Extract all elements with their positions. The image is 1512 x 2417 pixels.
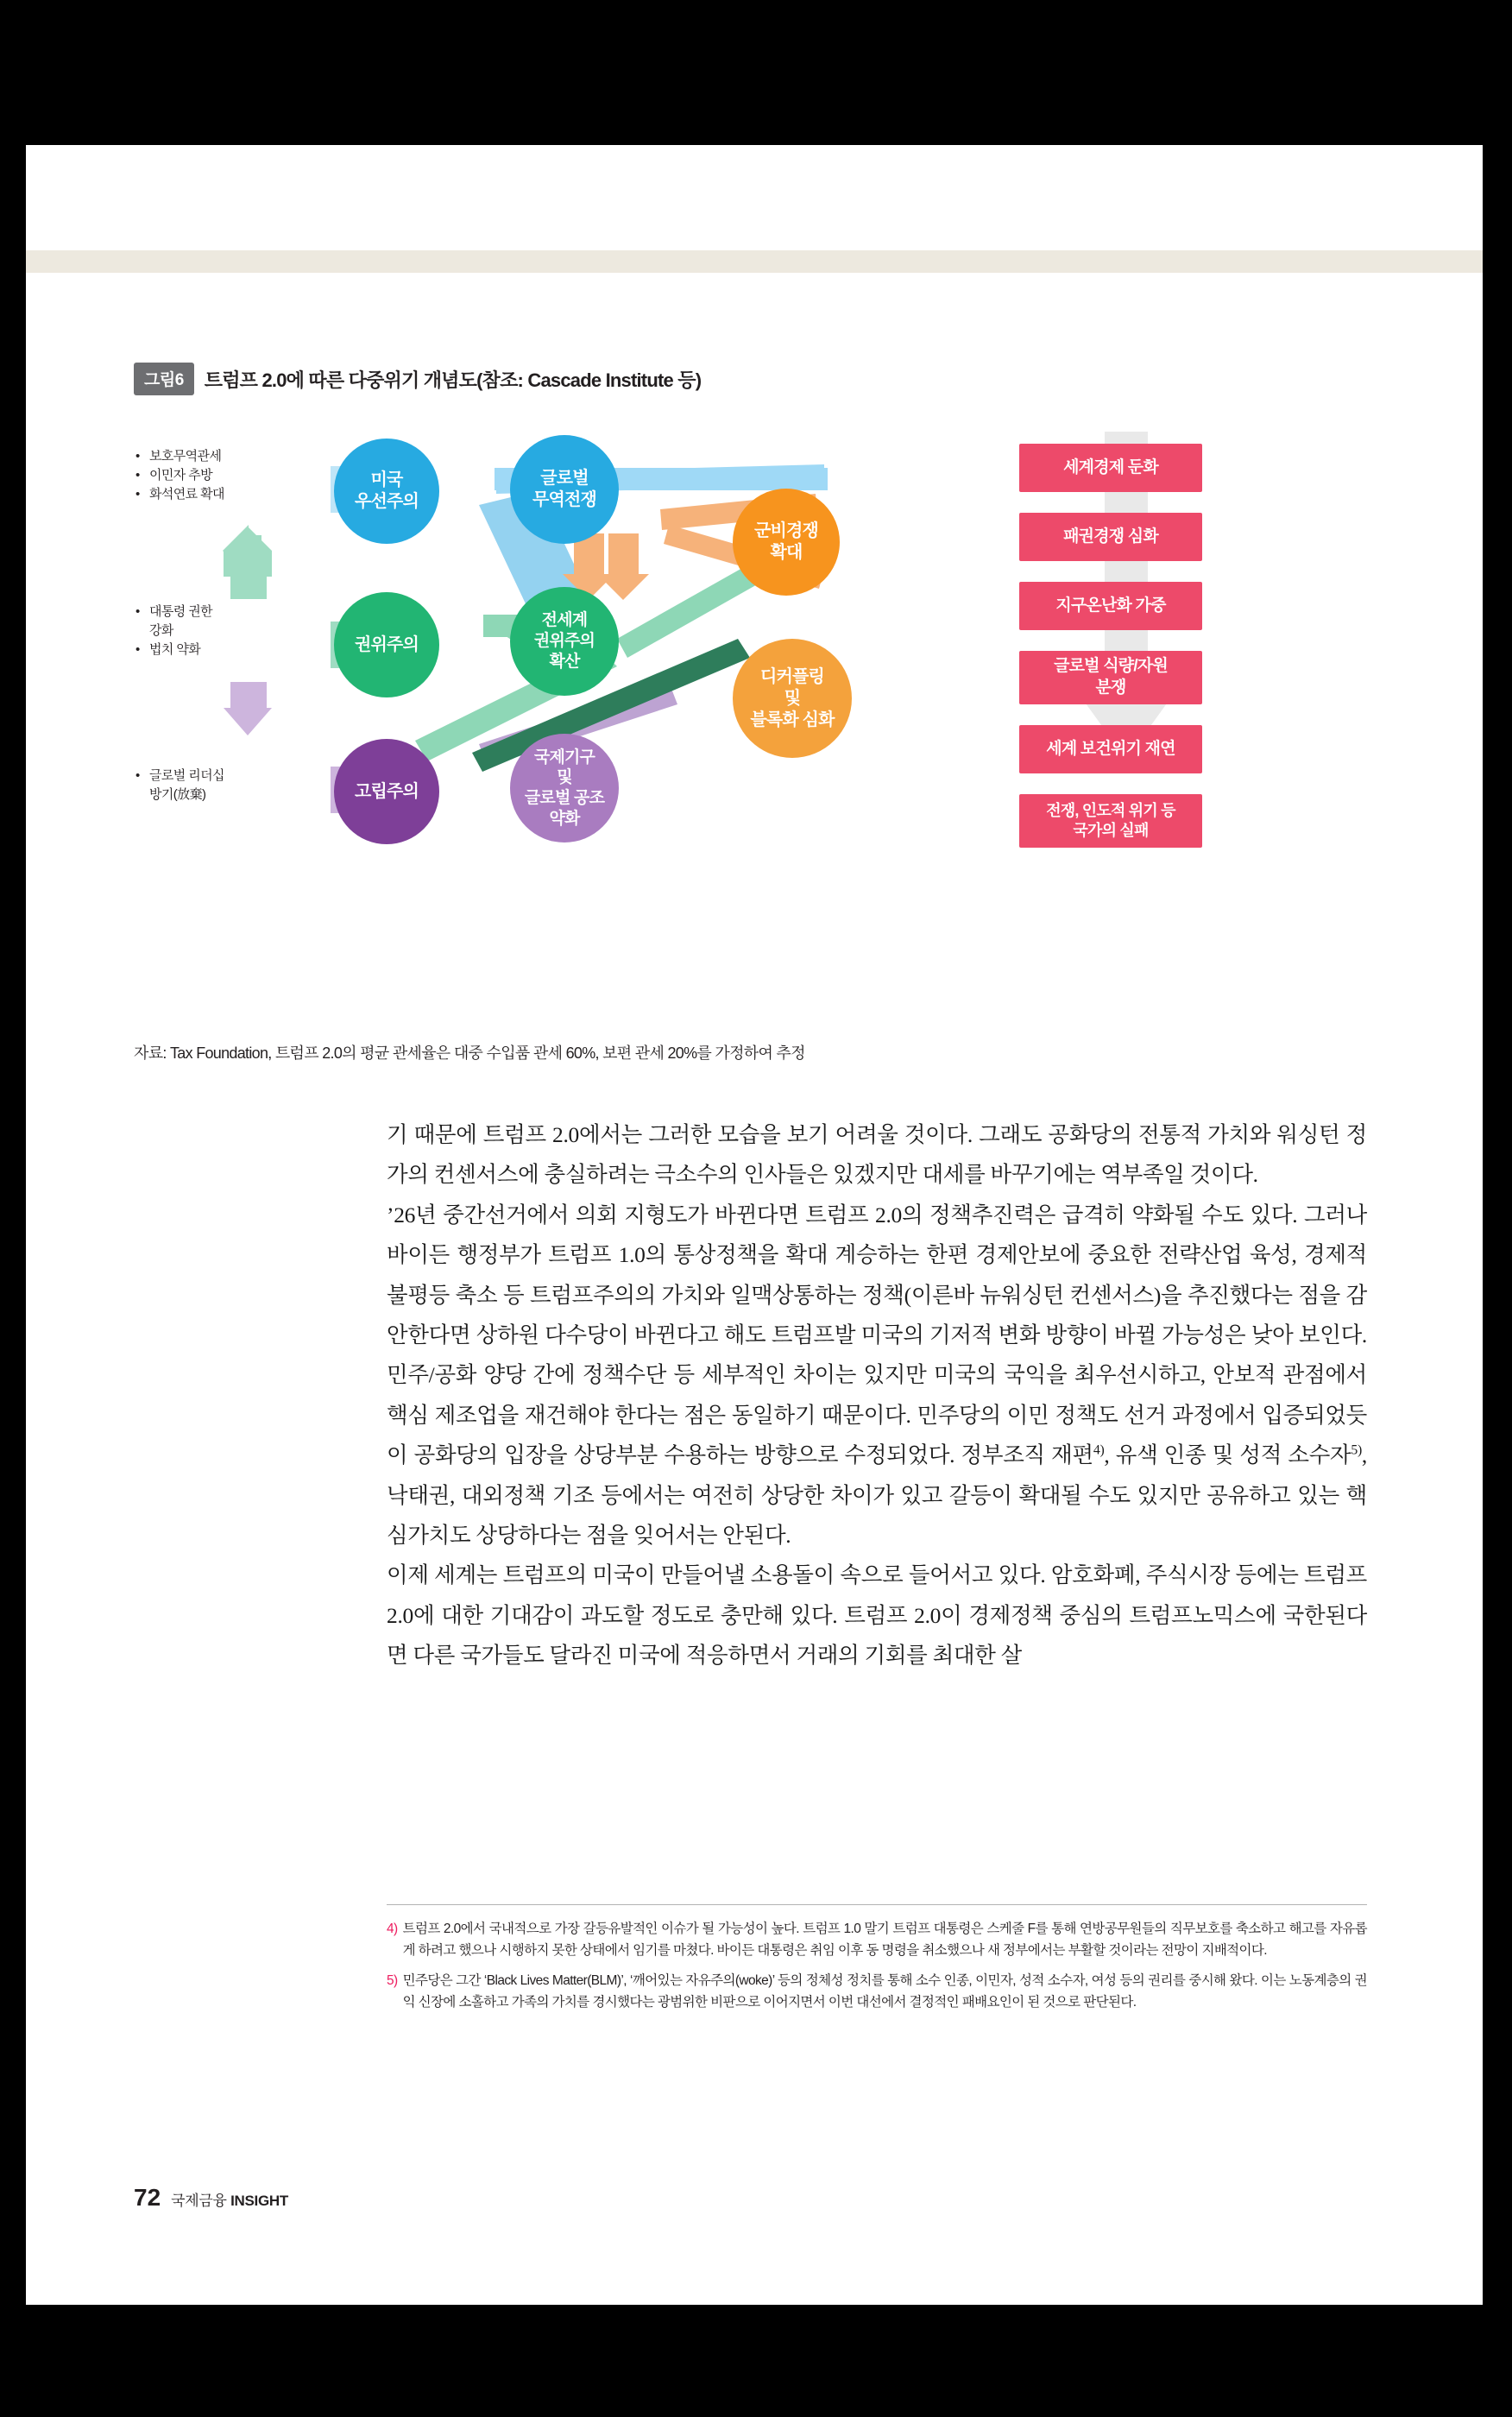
bullet-item-cont: 강화 (149, 622, 173, 638)
figure-heading (134, 363, 701, 395)
page-header-band (26, 145, 1483, 266)
node-global-authoritarian-spread (510, 587, 619, 696)
letterbox-right (1483, 0, 1512, 2417)
letterbox-bottom (0, 2305, 1512, 2417)
publication-name: 국제금융 (171, 2193, 227, 2209)
figure-title: 트럼프 2.0에 따른 다중위기 개념도(참조: Cascade Institute 등) (204, 369, 702, 391)
node-authoritarianism (334, 592, 439, 697)
node-us-first (334, 439, 439, 544)
node-label: 국제기구 및 글로벌 공조 약화 (524, 748, 605, 828)
figure-source-note: 자료: Tax Foundation, 트럼프 2.0의 평균 관세율은 대중 수입품 관세 60%, 보편 관세 20%를 가정하여 추정 (134, 1044, 805, 1062)
letterbox-top (0, 0, 1512, 145)
node-weakened-multilateralism (510, 734, 619, 842)
node-label: 전세계 권위주의 확산 (533, 611, 595, 671)
node-label: 고립주의 (354, 781, 419, 801)
node-label: 군비경쟁 확대 (753, 521, 819, 562)
outcome-box-2 (1019, 513, 1202, 561)
node-label: 디커플링 및 블록화 심화 (750, 666, 835, 729)
footnote-item (387, 1970, 1367, 2013)
node-label: 글로벌 무역전쟁 (532, 469, 597, 509)
paragraph-1: 기 때문에 트럼프 2.0에서는 그러한 모습을 보기 어려울 것이다. 그래도 공화당의 전통적 가치와 워싱턴 정가의 컨센서스에 충실하려는 극소수의 인사들은 있겠지만 대세를 바꾸기에는 역부족일 것이다. (387, 1122, 1367, 1188)
outcome-label: 글로벌 식량/자원 분쟁 (1054, 657, 1168, 697)
publication-brand: INSIGHT (230, 2193, 288, 2209)
body-text (387, 1115, 1367, 1676)
footnote-text: 민주당은 그간 ‘Black Lives Matter(BLM)’, ‘깨어있는 자유주의(woke)’ 등의 정체성 정치를 통해 소수 인종, 이민자, 성적 소수자, 여성 등의 권리를 중시해 왔다. 이는 노동계층의 권익 신장에 소홀하고 가족의 가치를 경시했다는 광범위한 비판으로 이어지면서 이번 대선에서 결정적인 패배요인이 된 것으로 판단된다. (402, 1973, 1367, 2010)
publication-label (171, 2188, 288, 2210)
bullet-group-1 (134, 447, 224, 503)
footnote-list (387, 1918, 1367, 2022)
bullet-item: • 보호무역관세 (148, 447, 224, 466)
outcome-box-5 (1019, 725, 1202, 773)
footnote-ref-4[interactable]: 4) (1093, 1442, 1105, 1458)
outcome-box-6 (1019, 794, 1202, 848)
node-isolationism (334, 739, 439, 844)
paragraph-2 (387, 1196, 1367, 1556)
footnote-item (387, 1918, 1367, 1961)
footnote-divider (387, 1904, 1367, 1905)
node-label: 미국 우선주의 (354, 470, 419, 511)
bullet-item: • 화석연료 확대 (148, 485, 224, 504)
bullet-item: • 대통령 권한 (148, 603, 212, 622)
paragraph-2-tail2: , 낙태권, 대외정책 기조 등에서는 여전히 상당한 차이가 있고 갈등이 확대될 수도 있지만 공유하고 있는 핵심가치도 상당하다는 점을 잊어서는 안된다. (387, 1442, 1367, 1549)
bullet-item: • 글로벌 리더십 (148, 767, 224, 786)
bullet-group-3 (134, 767, 224, 805)
footnote-number: 5) (387, 1973, 398, 1989)
paragraph-2-main: ’26년 중간선거에서 의회 지형도가 바뀐다면 트럼프 2.0의 정책추진력은 급격히 약화될 수도 있다. 그러나 바이든 행정부가 트럼프 1.0의 통상정책을 확대 계승하는 한편 경제안보에 중요한 전략산업 육성, 경제적 불평등 축소 등 트럼프주의의 가치와 일맥상통하는 정책(이른바 뉴워싱턴 컨센서스)을 추진했다는 점을 감안한다면 상하원 다수당이 바뀐다고 해도 트럼프발 미국의 기저적 변화 방향이 바뀔 가능성은 낮아 보인다. 민주/공화 양당 간에 정책수단 등 세부적인 차이는 있지만 미국의 국익을 최우선시하고, 안보적 관점에서 핵심 제조업을 재건해야 한다는 점은 동일하기 때문이다. 민주당의 이민 정책도 선거 과정에서 입증되었듯이 공화당의 입장을 상당부분 수용하는 방향으로 수정되었다. 정부조직 재편 (387, 1202, 1367, 1468)
outcome-label: 패권경쟁 심화 (1063, 527, 1158, 546)
bullet-item-cont: 방기(放棄) (149, 786, 206, 802)
node-global-trade-war (510, 435, 619, 544)
outcome-box-4 (1019, 651, 1202, 704)
paragraph-3: 이제 세계는 트럼프의 미국이 만들어낼 소용돌이 속으로 들어서고 있다. 암호화폐, 주식시장 등에는 트럼프 2.0에 대한 기대감이 과도할 정도로 충만해 있다. 트럼프 2.0이 경제정책 중심의 트럼프노믹스에 국한된다면 다른 국가들도 달라진 미국에 적응하면서 거래의 기회를 최대한 살 (387, 1562, 1367, 1669)
outcome-label: 세계 보건위기 재연 (1046, 739, 1175, 758)
figure-diagram (134, 423, 1368, 993)
node-arms-race (733, 489, 840, 596)
letterbox-left (0, 0, 26, 2417)
bullet-item: • 이민자 추방 (148, 466, 224, 485)
outcome-label: 세계경제 둔화 (1063, 458, 1158, 476)
footnote-ref-5[interactable]: 5) (1351, 1442, 1362, 1458)
outcome-label: 전쟁, 인도적 위기 등 국가의 실패 (1046, 801, 1175, 839)
page-header-beige-rule (26, 250, 1483, 273)
outcome-box-3 (1019, 582, 1202, 630)
bullet-item: • 법치 약화 (148, 641, 212, 659)
paragraph-2-tail: , 유색 인종 및 성적 소수자 (1104, 1442, 1351, 1468)
outcome-label: 지구온난화 가중 (1055, 596, 1166, 615)
page-number: 72 (134, 2184, 161, 2211)
node-decoupling (733, 639, 852, 758)
bullet-group-2 (134, 603, 212, 659)
node-label: 권위주의 (354, 634, 419, 654)
footnote-number: 4) (387, 1922, 398, 1936)
outcome-box-1 (1019, 444, 1202, 492)
footnote-text: 트럼프 2.0에서 국내적으로 가장 갈등유발적인 이슈가 될 가능성이 높다. 트럼프 1.0 말기 트럼프 대통령은 스케줄 F를 통해 연방공무원들의 직무보호를 축소하고 해고를 자유롭게 하려고 했으나 시행하지 못한 상태에서 임기를 마쳤다. 바이든 대통령은 취임 이후 동 명령을 취소했으나 새 정부에서는 부활할 것이라는 전망이 지배적이다. (402, 1922, 1367, 1959)
page-footer (134, 2184, 288, 2212)
figure-tag: 그림6 (134, 363, 194, 395)
